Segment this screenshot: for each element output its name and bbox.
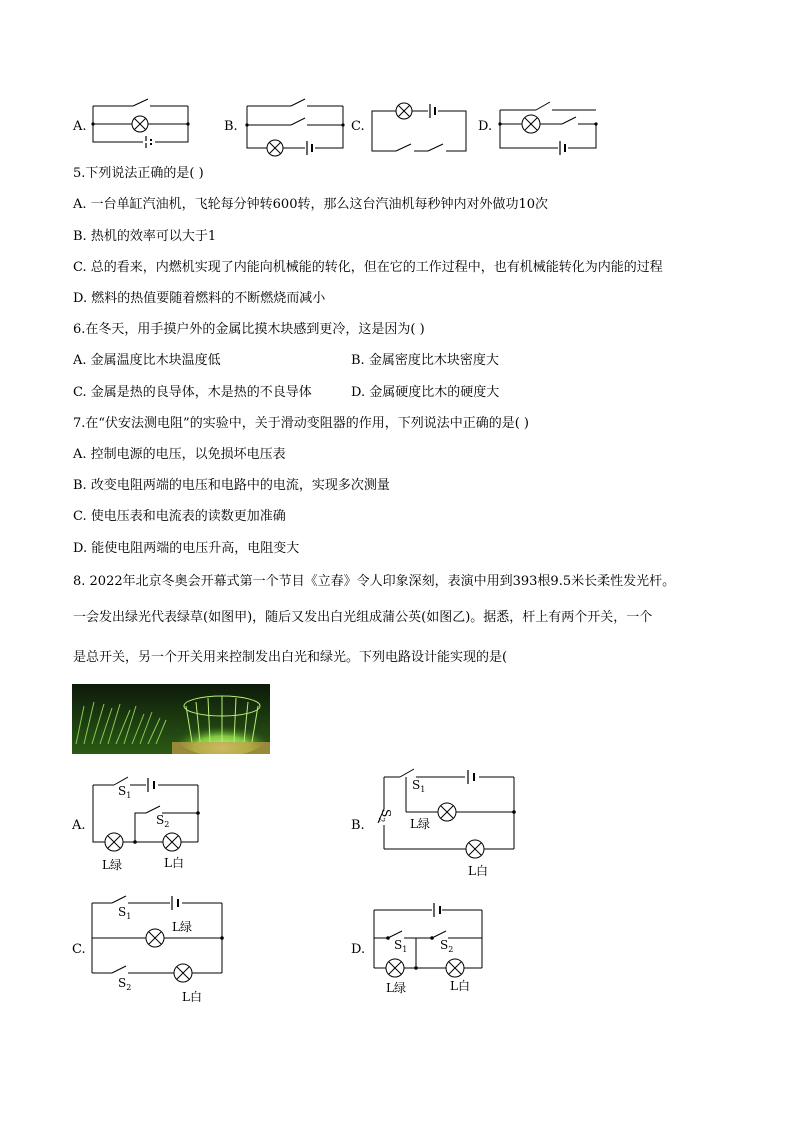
q8-circuit-d — [370, 900, 490, 1000]
q8-stem-line2: 一会发出绿光代表绿草(如图甲)，随后又发出白光组成蒲公英(如图乙)。据悉，杆上有两个开关，一个 — [73, 610, 653, 625]
q8-option-d-label: D. — [351, 942, 366, 957]
q8b-s2-label: $S_2$ — [377, 809, 393, 823]
q5-option-d: D. 燃料的热值要随着燃料的不断燃烧而减小 — [73, 291, 326, 306]
q8a-green-label: L绿 — [102, 858, 122, 872]
q6-stem: 6.在冬天，用手摸户外的金属比摸木块感到更冷，这是因为( ) — [73, 322, 425, 337]
q8-stem-line1: 8. 2022年北京冬奥会开幕式第一个节目《立春》令人印象深刻，表演中用到393根9.5米长柔性发光杆。 — [73, 574, 676, 589]
q8a-s1-label: $S_1$ — [118, 784, 132, 800]
option-b-label: B. — [224, 119, 238, 134]
q5-option-c: C. 总的看来，内燃机实现了内能向机械能的转化，但在它的工作过程中，也有机械能转化为内能的过程 — [73, 260, 663, 275]
q8-circuit-c — [90, 895, 230, 1005]
q8-circuit-a — [90, 774, 210, 874]
option-d-label: D. — [478, 119, 493, 134]
option-c-label: C. — [351, 119, 365, 134]
q8c-s1-label: $S_1$ — [118, 905, 132, 921]
q8d-white-label: L白 — [450, 979, 470, 993]
q8b-white-label: L白 — [468, 864, 488, 878]
q8-option-b-label: B. — [351, 818, 365, 833]
light-poles-photo — [72, 684, 270, 754]
q6-option-c: C. 金属是热的良导体，木是热的不良导体 — [73, 385, 312, 400]
circuit-d-diagram — [496, 98, 601, 156]
q5-option-a: A. 一台单缸汽油机，飞轮每分钟转600转，那么这台汽油机每秒钟内对外做功10次 — [73, 197, 549, 212]
q5-option-b: B. 热机的效率可以大于1 — [73, 229, 217, 244]
q8-stem-line3: 是总开关，另一个开关用来控制发出白光和绿光。下列电路设计能实现的是( — [73, 650, 508, 665]
q8b-s1-label: $S_1$ — [412, 778, 426, 794]
q5-stem: 5.下列说法正确的是( ) — [73, 166, 204, 181]
q8-option-a-label: A. — [72, 818, 86, 833]
option-a-label: A. — [73, 119, 87, 134]
q8c-s2-label: $S_2$ — [118, 976, 132, 992]
q8d-s2-label: $S_2$ — [440, 938, 454, 954]
q8-option-c-label: C. — [72, 942, 86, 957]
q8a-white-label: L白 — [164, 856, 184, 870]
q6-option-d: D. 金属硬度比木的硬度大 — [351, 385, 500, 400]
q8d-s1-label: $S_1$ — [394, 938, 408, 954]
q8d-green-label: L绿 — [386, 981, 406, 995]
q7-option-a: A. 控制电源的电压，以免损坏电压表 — [73, 447, 286, 462]
q8c-green-label: L绿 — [172, 920, 192, 934]
q7-stem: 7.在“伏安法测电阻”的实验中，关于滑动变阻器的作用，下列说法中正确的是( ) — [73, 416, 529, 431]
q8a-s2-label: $S_2$ — [156, 813, 170, 829]
q6-option-b: B. 金属密度比木块密度大 — [351, 353, 499, 368]
q8-circuit-b — [368, 765, 528, 880]
q8b-green-label: L绿 — [410, 817, 430, 831]
q7-option-d: D. 能使电阻两端的电压升高，电阻变大 — [73, 541, 300, 556]
q8c-white-label: L白 — [182, 990, 202, 1004]
q6-option-a: A. 金属温度比木块温度低 — [73, 353, 221, 368]
circuit-b-diagram — [243, 98, 348, 156]
q7-option-c: C. 使电压表和电流表的读数更加准确 — [73, 509, 286, 524]
circuit-c-diagram — [370, 100, 470, 155]
q7-option-b: B. 改变电阻两端的电压和电路中的电流，实现多次测量 — [73, 478, 390, 493]
circuit-a-diagram — [88, 98, 193, 148]
